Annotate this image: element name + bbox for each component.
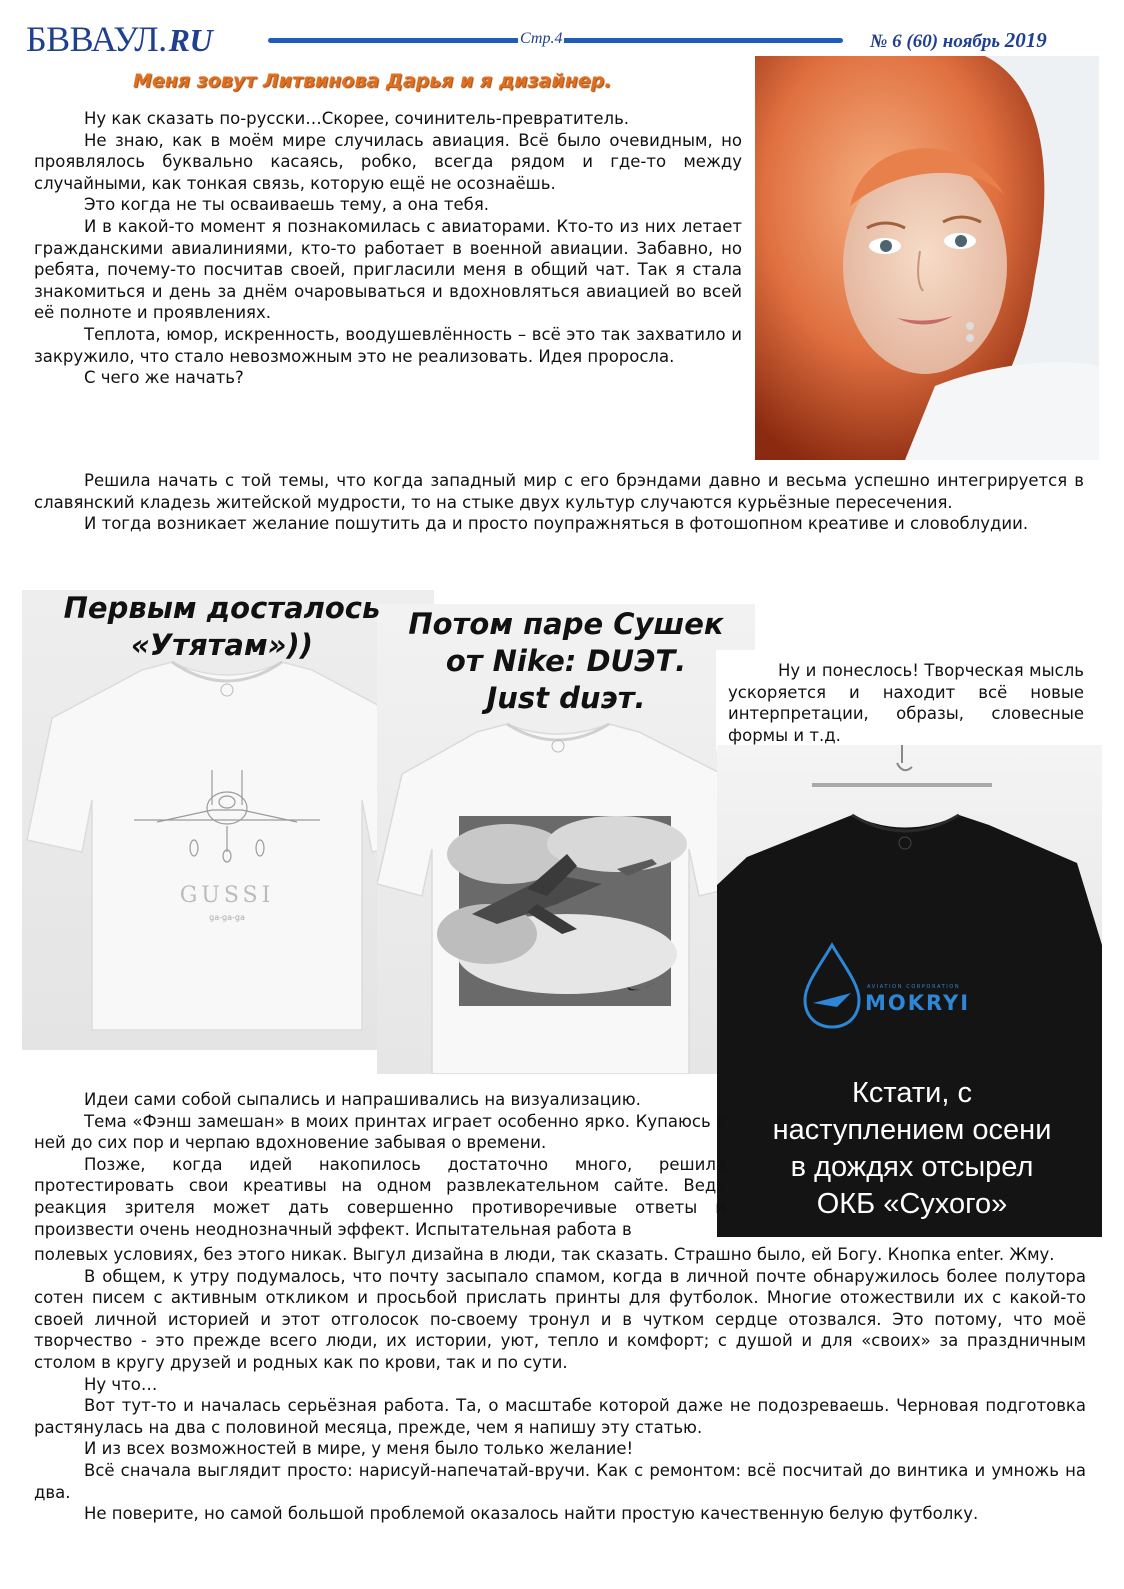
portrait-photo: [755, 56, 1099, 460]
middle-text: [34, 1089, 726, 1240]
paragraph: И тогда возникает желание пошутить да и просто поупражняться в фотошопном креативе и словоблудии.: [84, 514, 1029, 534]
newspaper-logo: [26, 18, 212, 60]
gussi-logo: GUSSI: [179, 883, 275, 908]
logo-ru: RU: [168, 22, 213, 58]
caption-mokryi: [722, 1075, 1102, 1223]
paragraph: Всё сначала выглядит просто: нарисуй-напечатай-вручи. Как с ремонтом: всё посчитай до винтика и умножь на два.: [34, 1460, 1086, 1502]
article-title: Меня зовут Литвинова Дарья и я дизайнер.: [133, 70, 612, 92]
paragraph: С чего же начать?: [84, 368, 244, 388]
paragraph: Вот тут-то и началась серьёзная работа. Та, о масштабе которой даже не подозреваешь. Черновая подготовка растянулась на два с половиной месяца, прежде, чем я напишу эту статью.: [34, 1396, 1086, 1437]
issue-prefix: № 6 (60) ноябрь: [870, 31, 1001, 52]
paragraph: Позже, когда идей накопилось достаточно много, решила протестировать свои креативы на одном развлекательном сайте. Ведь реакция зрителя может дать совершенно противоречивые ответы и произвести очень неоднозначный эффект. Испытательная работа в: [34, 1154, 726, 1239]
issue-info: [870, 28, 1047, 53]
paragraph: полевых условиях, без этого никак. Выгул дизайна в люди, так сказать. Страшно было, ей Богу. Кнопка enter. Жму.: [34, 1245, 1055, 1264]
side-text: [728, 660, 1084, 746]
gussi-subtitle: ga-ga-ga: [209, 913, 245, 922]
paragraph: Теплота, юмор, искренность, воодушевлённость – всё это так захватило и закружило, что стало невозможным это не реализовать. Идея проросла.: [34, 324, 742, 366]
paragraph: Это когда не ты осваиваешь тему, а она тебя.: [84, 195, 489, 215]
caption-gussi: [22, 590, 422, 664]
caption-line: в дождях отсырел: [790, 1151, 1034, 1183]
mokryi-logo: MOKRYI: [865, 991, 971, 1015]
paragraph: Ну и понеслось! Творческая мысль ускоряется и находит всё новые интерпретации, образы, словесные формы и т.д.: [728, 661, 1084, 745]
fighter-jets-photo: [437, 816, 687, 1006]
portrait-drawing: [755, 56, 1099, 460]
caption-line: от Nike: DUЭТ.: [445, 644, 687, 678]
paragraph: Тема «Фэнш замешан» в моих принтах играет особенно ярко. Купаюсь в ней до сих пор и черпаю вдохновение забывая о времени.: [34, 1111, 726, 1153]
issue-year: 2019: [1004, 28, 1047, 52]
caption-line: Just duэт.: [486, 681, 646, 715]
mokryi-subtitle: AVIATION CORPORATION: [867, 984, 961, 990]
paragraph: В общем, к утру подумалось, что почту засыпало спамом, когда в личной почте обнаружилось более полутора сотен писем с активным откликом и просьбой прислать принты для футболок. Многие отожествили их с какой-то своей личной историей и этот отголосок по-своему тронул и в чутком сердце отозвался. Это потому, что моё творчество - это прежде всего люди, их истории, уют, тепло и комфорт; с душой и для «своих» за праздничным столом в кругу друзей и родных как по крови, так и по сути.: [34, 1266, 1086, 1372]
logo-main: БВВАУЛ.: [26, 19, 167, 59]
paragraph: Не поверите, но самой большой проблемой оказалось найти простую качественную белую футболку.: [84, 1504, 979, 1524]
caption-line: Первым досталось: [63, 591, 381, 625]
paragraph: Не знаю, как в моём мире случилась авиация. Всё было очевидным, но проявлялось буквально касаясь, робко, всегда рядом и где-то между случайными, как тонкая связь, которую ещё не осознаёшь.: [34, 130, 742, 193]
wide-text: [34, 470, 1084, 535]
paragraph: Решила начать с той темы, что когда западный мир с его брэндами давно и весьма успешно интегрируется в славянский кладезь житейской мудрости, то на стыке двух культур случаются курьёзные пересечения.: [34, 471, 1084, 512]
caption-line: «Утятам»)): [130, 628, 314, 662]
caption-line: наступлением осени: [772, 1114, 1052, 1146]
intro-text: [34, 108, 742, 389]
caption-line: Кстати, с: [852, 1077, 972, 1109]
paragraph: Ну что…: [84, 1374, 158, 1394]
caption-nike: [377, 606, 755, 717]
caption-line: ОКБ «Сухого»: [816, 1188, 1008, 1220]
paragraph: Ну как сказать по-русски…Скорее, сочинитель-превратитель.: [84, 109, 630, 128]
paragraph: Идеи сами собой сыпались и напрашивались на визуализацию.: [84, 1090, 641, 1109]
caption-line: Потом паре Сушек: [408, 607, 724, 641]
paragraph: И в какой-то момент я познакомилась с авиаторами. Кто-то из них летает гражданскими авиалиниями, кто-то работает в военной авиации. Забавно, но ребята, почему-то посчитав своей, пригласили меня в общий чат. Так я стала знакомиться и день за днём очаровываться и вдохновляться авиацией во всей её полноте и проявлениях.: [34, 216, 742, 323]
paragraph: И из всех возможностей в мире, у меня было только желание!: [84, 1439, 634, 1459]
bottom-text: [34, 1244, 1086, 1525]
page-number: Стр.4: [520, 30, 563, 47]
